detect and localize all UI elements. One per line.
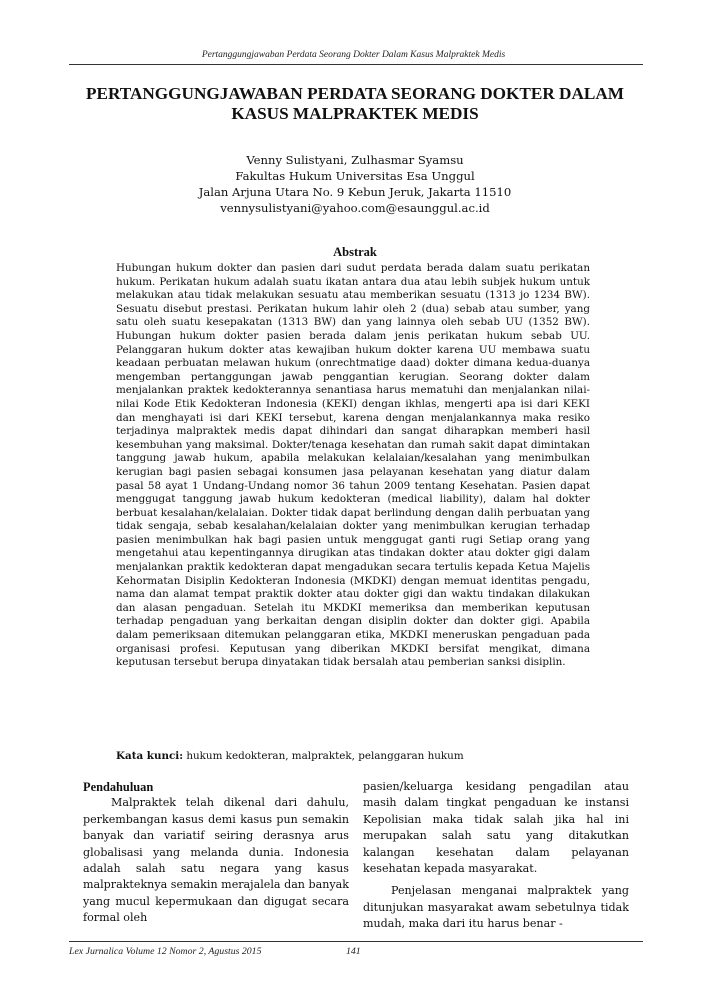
keywords-label: Kata kunci: [116,750,184,762]
body-paragraph-left: Malpraktek telah dikenal dari dahulu, perkembangan kasus demi kasus pun semakin banyak dan variatif seiring derasnya arus globalisasi yang melanda dunia. Indonesia adalah salah satu negara yang kasus malprakteknya semakin merajalela dan banyak yang mucul kepermukaan dan digugat secara formal oleh [83,796,349,925]
left-column [83,779,349,927]
body-paragraph-right-2: Penjelasan menganai malpraktek yang ditunjukan masyarakat awam sebetulnya tidak mudah, maka dari itu harus benar - [363,884,629,931]
body-paragraph-right-1: pasien/keluarga kesidang pengadilan atau masih dalam tingkat pengaduan ke instansi Kepolisian maka tidak salah jika hal ini merupakan salah satu yang ditakutkan kalangan kesehatan dalam pelayanan kesehatan kepada masyarakat. [363,780,629,876]
footer-journal-citation: Lex Jurnalica Volume 12 Nomor 2, Agustus 2015 [69,946,262,957]
keywords-text: hukum kedokteran, malpraktek, pelanggaran hukum [186,750,464,762]
keywords [116,750,590,762]
header-rule [69,64,643,65]
running-header: Pertanggungjawaban Perdata Seorang Dokter Dalam Kasus Malpraktek Medis [201,50,506,60]
footer-rule [69,941,643,942]
author-names: Venny Sulistyani, Zulhasmar Syamsu [246,153,464,167]
abstract-heading: Abstrak [333,245,377,259]
author-address: Jalan Arjuna Utara No. 9 Kebun Jeruk, Jakarta 11510 [198,185,512,199]
page-number: 141 [346,946,361,957]
section-heading-pendahuluan: Pendahuluan [83,780,154,794]
author-block [70,152,640,216]
paper-title: PERTANGGUNGJAWABAN PERDATA SEORANG DOKTER DALAM KASUS MALPRAKTEK MEDIS [86,84,624,123]
author-affiliation: Fakultas Hukum Universitas Esa Unggul [235,169,475,183]
right-column [363,779,629,933]
author-email: vennysulistyani@yahoo.com@esaunggul.ac.id [220,201,490,215]
abstract-text: Hubungan hukum dokter dan pasien dari sudut perdata berada dalam suatu perikatan hukum. Perikatan hukum adalah suatu ikatan antara dua atau lebih subjek hukum untuk melakukan atau tidak melakukan sesuatu atau memberikan sesuatu (1313 jo 1234 BW). Sesuatu disebut prestasi. Perikatan hukum lahir oleh 2 (dua) sebab atau sumber, yang satu oleh suatu kesepakatan (1313 BW) dan yang lainnya oleh sebab UU (1352 BW). Hubungan hukum dokter pasien berada dalam jenis perikatan hukum sebab UU. Pelanggaran hukum dokter atas kewajiban hukum dokter karena UU membawa suatu keadaan perbuatan melawan hukum (onrechtmatige daad) dokter dimana kedua-duanya mengemban pertanggungan jawab penggantian kerugian. Seorang dokter dalam menjalankan praktek kedokterannya senantiasa harus mematuhi dan menjalankan nilai-nilai Kode Etik Kedokteran Indonesia (KEKI) dengan ikhlas, mengerti apa isi dari KEKI dan menghayati isi dari KEKI tersebut, karena dengan menjalankannya maka resiko terjadinya malpraktek medis dapat dihindari dan sangat diharapkan memberi hasil kesembuhan yang maksimal. Dokter/tenaga kesehatan dan rumah sakit dapat dimintakan tanggung jawab hukum, apabila melakukan kelalaian/kesalahan yang menimbulkan kerugian bagi pasien sebagai konsumen jasa pelayanan kesehatan yang diatur dalam pasal 58 ayat 1 Undang-Undang nomor 36 tahun 2009 tentang Kesehatan. Pasien dapat menggugat tanggung jawab hukum kedokteran (medical liability), dalam hal dokter berbuat kesalahan/kelalaian. Dokter tidak dapat berlindung dengan dalih perbuatan yang tidak sengaja, sebab kesalahan/kelalaian dokter yang menimbulkan kerugian terhadap pasien menimbulkan hak bagi pasien untuk menggugat ganti rugi Setiap orang yang mengetahui atau kepentingannya dirugikan atas tindakan dokter atau dokter gigi dalam menjalankan praktik kedokteran dapat mengadukan secara tertulis kepada Ketua Majelis Kehormatan Disiplin Kedokteran Indonesia (MKDKI) dengan memuat identitas pengadu, nama dan alamat tempat praktik dokter atau dokter gigi dan waktu tindakan dilakukan dan alasan pengaduan. Setelah itu MKDKI memeriksa dan memberikan keputusan terhadap pengaduan yang berkaitan dengan disiplin dokter dan dokter gigi. Apabila dalam pemeriksaan ditemukan pelanggaran etika, MKDKI meneruskan pengaduan pada organisasi profesi. Keputusan yang diberikan MKDKI bersifat mengikat, dimana keputusan tersebut berupa dinyatakan tidak bersalah atau pemberian sanksi disiplin. [116,262,590,669]
